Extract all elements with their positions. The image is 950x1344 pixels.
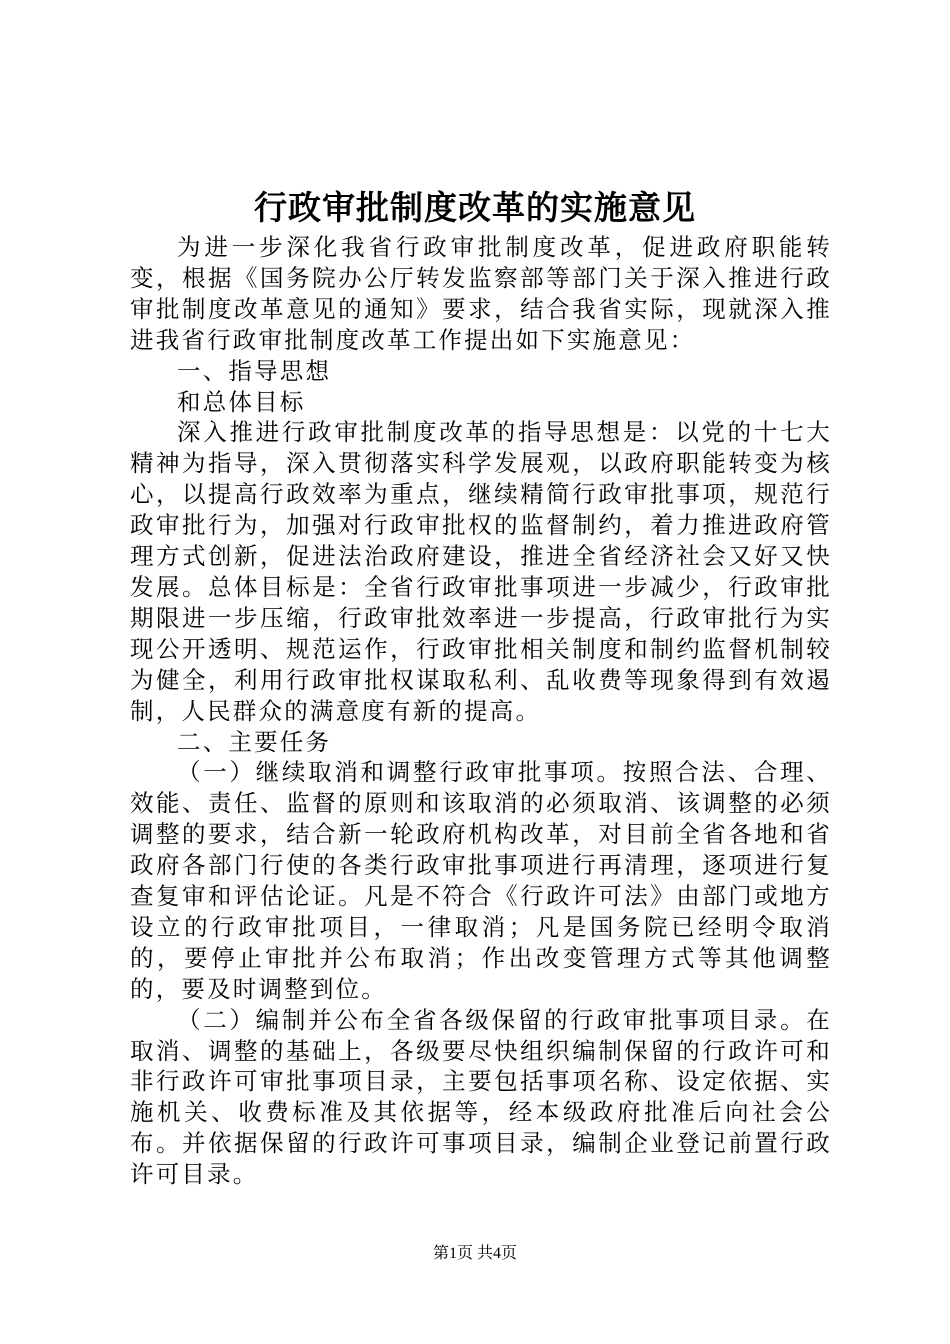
page-footer: 第1页 共4页 — [432, 1245, 517, 1262]
document-body — [130, 232, 832, 1190]
section-heading-2: 二、主要任务 — [177, 727, 332, 756]
section-heading-1: 一、指导思想 — [177, 356, 332, 385]
intro-paragraph: 为进一步深化我省行政审批制度改革，促进政府职能转变，根据《国务院办公厅转发监察部等部门关于深入推进行政审批制度改革意见的通知》要求，结合我省实际，现就深入推进我省行政审批制度改革工作提出如下实施意见： — [130, 233, 832, 354]
task-1-paragraph: （一）继续取消和调整行政审批事项。按照合法、合理、效能、责任、监督的原则和该取消的必须取消、该调整的必须调整的要求，结合新一轮政府机构改革，对目前全省各地和省政府各部门行使的各类行政审批事项进行再清理，逐项进行复查复审和评估论证。凡是不符合《行政许可法》由部门或地方设立的行政审批项目，一律取消；凡是国务院已经明令取消的，要停止审批并公布取消；作出改变管理方式等其他调整的，要及时调整到位。 — [130, 758, 832, 1003]
guiding-thought-paragraph: 深入推进行政审批制度改革的指导思想是：以党的十七大精神为指导，深入贯彻落实科学发展观，以政府职能转变为核心，以提高行政效率为重点，继续精简行政审批事项，规范行政审批行为，加强对行政审批权的监督制约，着力推进政府管理方式创新，促进法治政府建设，推进全省经济社会又好又快发展。总体目标是：全省行政审批事项进一步减少，行政审批期限进一步压缩，行政审批效率进一步提高，行政审批行为实现公开透明、规范运作，行政审批相关制度和制约监督机制较为健全，利用行政审批权谋取私利、乱收费等现象得到有效遏制，人民群众的满意度有新的提高。 — [130, 418, 832, 725]
task-2-paragraph: （二）编制并公布全省各级保留的行政审批事项目录。在取消、调整的基础上，各级要尽快组织编制保留的行政许可和非行政许可审批事项目录，主要包括事项名称、设定依据、实施机关、收费标准及其依据等，经本级政府批准后向社会公布。并依据保留的行政许可事项目录，编制企业登记前置行政许可目录。 — [130, 1005, 832, 1189]
document-title: 行政审批制度改革的实施意见 — [254, 188, 696, 227]
section-heading-1-cont: 和总体目标 — [177, 387, 306, 416]
